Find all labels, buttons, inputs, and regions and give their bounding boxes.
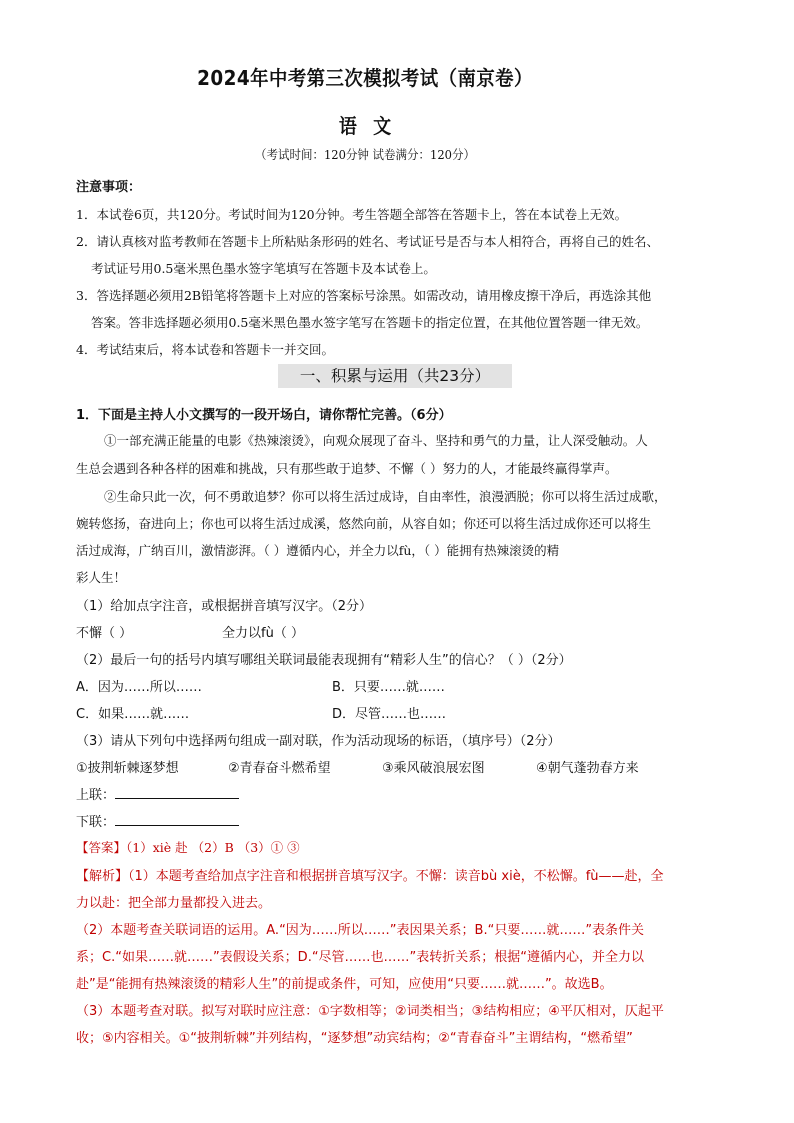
pinyin-blank-2: 全力以fù（ ）: [222, 626, 304, 641]
lower-couplet-label: 下联：: [76, 815, 116, 830]
analysis-line: 力以赴：把全部力量都投入进去。: [76, 896, 272, 911]
sub-question-2: （2）最后一句的括号内填写哪组关联词最能表现拥有“精彩人生”的信心？（ ）（2分）: [76, 653, 572, 668]
passage-line: 彩人生！: [76, 570, 127, 585]
analysis-row: [76, 865, 664, 884]
analysis-line: 赴”是“能拥有热辣滚烫的精彩人生”的前提或条件，可知，应使用“只要……就……”。故选B。: [76, 977, 613, 992]
passage-line: 生总会遇到各种各样的困难和挑战，只有那些敢于追梦、不懈（ ）努力的人，才能最终赢得掌声。: [76, 461, 618, 476]
lower-couplet-row: [76, 811, 239, 830]
option-d: D．尽管……也……: [332, 707, 447, 722]
question-1-heading: 1．下面是主持人小文撰写的一段开场白，请你帮忙完善。（6分）: [76, 408, 452, 423]
upper-couplet-blank: [115, 786, 239, 799]
passage-line: 活过成海，广纳百川，激情澎湃。（ ）遵循内心，并全力以fù，（ ）能拥有热辣滚烫的精: [76, 543, 560, 558]
notice-item: 4．考试结束后，将本试卷和答题卡一并交回。: [76, 342, 334, 357]
lower-couplet-blank: [115, 813, 239, 826]
notice-item: 3．答选择题必须用2B铅笔将答题卡上对应的答案标号涂黑。如需改动，请用橡皮擦干净后，再选涂其他: [76, 288, 652, 303]
passage-line: ①一部充满正能量的电影《热辣滚烫》，向观众展现了奋斗、坚持和勇气的力量，让人深受触动。人: [104, 433, 648, 448]
answer-text: （1）xiè 赴 （2）B （3）① ③: [126, 840, 300, 855]
couplet-choice: ③乘风破浪展宏图: [382, 761, 485, 776]
notice-item: 答案。答非选择题必须用0.5毫米黑色墨水签字笔写在答题卡的指定位置，在其他位置答题一律无效。: [91, 315, 649, 330]
subject-title: 语文: [338, 114, 408, 138]
couplet-choice: ①披荆斩棘逐梦想: [76, 761, 179, 776]
notice-item: 1．本试卷6页，共120分。考试时间为120分钟。考生答题全部答在答题卡上，答在本试卷上无效。: [76, 207, 628, 222]
option-a: A．因为……所以……: [76, 680, 202, 695]
analysis-line: （2）本题考查关联词语的运用。A.“因为……所以……”表因果关系；B.“只要……就……”表条件关: [76, 923, 645, 938]
notice-item: 考试证号用0.5毫米黑色墨水签字笔填写在答题卡及本试卷上。: [91, 261, 436, 276]
passage-line: ②生命只此一次，何不勇敢追梦？你可以将生活过成诗，自由率性，浪漫洒脱；你可以将生活过成歌，: [104, 489, 667, 504]
analysis-tag: 【解析】: [76, 869, 129, 884]
exam-info: （考试时间：120分钟 试卷满分：120分）: [255, 147, 475, 162]
passage-line: 婉转悠扬，奋进向上；你也可以将生活过成溪，悠然向前，从容自如；你还可以将生活过成你还可以将生: [76, 516, 652, 531]
upper-couplet-row: [76, 784, 239, 803]
couplet-choice: ④朝气蓬勃春方来: [536, 761, 639, 776]
pinyin-blank-1: 不懈（ ）: [76, 626, 133, 641]
analysis-line: （1）本题考查给加点字注音和根据拼音填写汉字。不懈：读音bù xiè，不松懈。fù——赴，全: [128, 869, 664, 884]
notice-title: 注意事项：: [76, 180, 142, 195]
option-c: C．如果……就……: [76, 707, 190, 722]
notice-item: 2．请认真核对监考教师在答题卡上所粘贴条形码的姓名、考试证号是否与本人相符合，再将自己的姓名、: [76, 234, 659, 249]
sub-question-1: （1）给加点字注音，或根据拼音填写汉字。（2分）: [76, 599, 373, 614]
answer-tag: 【答案】: [76, 840, 127, 855]
analysis-line: 系；C.“如果……就……”表假设关系；D.“尽管……也……”表转折关系；根据“遵循内心，并全力以: [76, 950, 645, 965]
section-heading: 一、积累与运用（共23分）: [278, 364, 512, 388]
couplet-choice: ②青春奋斗燃希望: [228, 761, 331, 776]
analysis-line: 收；⑤内容相关。①“披荆斩棘”并列结构，“逐梦想”动宾结构；②“青春奋斗”主谓结构，“燃希望”: [76, 1031, 633, 1046]
answer-row: [76, 838, 300, 856]
upper-couplet-label: 上联：: [76, 788, 116, 803]
exam-title: 2024年中考第三次模拟考试（南京卷）: [197, 66, 533, 90]
sub-question-3: （3）请从下列句中选择两句组成一副对联，作为活动现场的标语，（填序号）（2分）: [76, 734, 561, 749]
option-b: B．只要……就……: [332, 680, 445, 695]
analysis-line: （3）本题考查对联。拟写对联时应注意：①字数相等；②词类相当；③结构相应；④平仄相对，仄起平: [76, 1004, 664, 1019]
